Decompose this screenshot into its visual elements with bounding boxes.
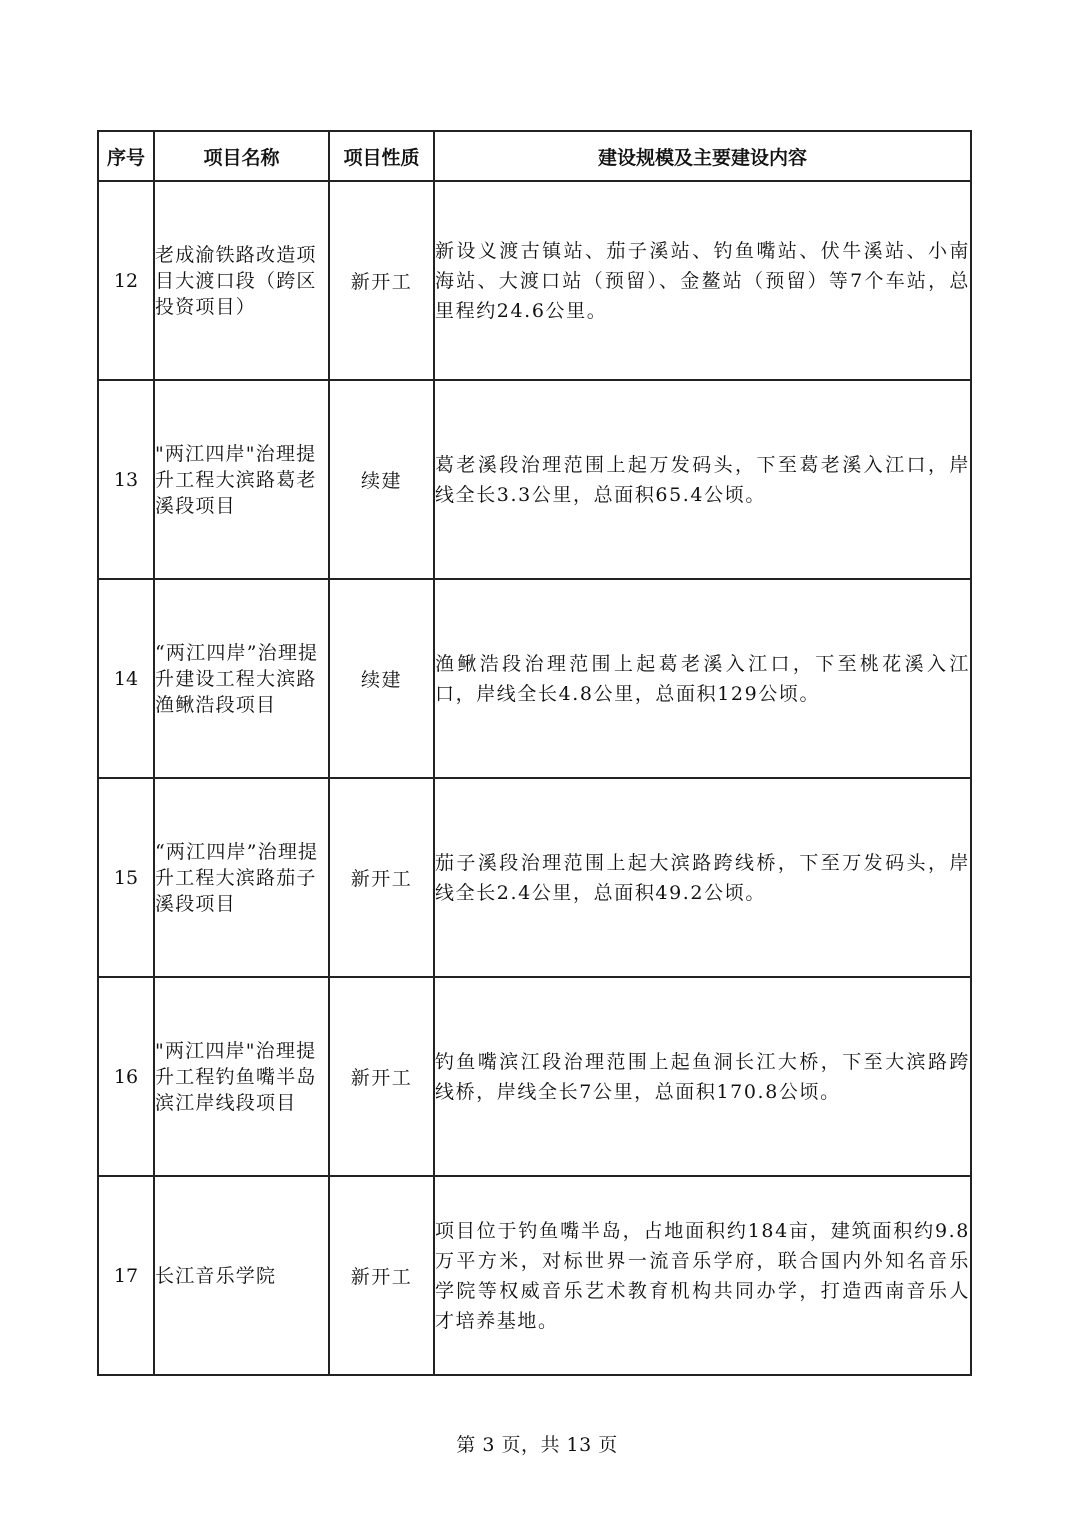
- table-row: [98, 579, 971, 778]
- row-no: 13: [98, 380, 154, 579]
- table-header-row: [98, 131, 971, 181]
- table-row: [98, 380, 971, 579]
- table-row: [98, 977, 971, 1176]
- row-name: “两江四岸”治理提升工程大滨路茄子溪段项目: [154, 778, 329, 977]
- row-nature: 续建: [329, 380, 434, 579]
- header-name: 项目名称: [154, 131, 329, 181]
- row-name: 老成渝铁路改造项目大渡口段（跨区投资项目）: [154, 181, 329, 380]
- row-content: 项目位于钓鱼嘴半岛，占地面积约184亩，建筑面积约9.8万平方米，对标世界一流音乐学府，联合国内外知名音乐学院等权威音乐艺术教育机构共同办学，打造西南音乐人才培养基地。: [434, 1176, 971, 1375]
- table-row: [98, 181, 971, 380]
- row-content: 钓鱼嘴滨江段治理范围上起鱼洞长江大桥，下至大滨路跨线桥，岸线全长7公里，总面积170.8公顷。: [434, 977, 971, 1176]
- project-table: [97, 130, 972, 1376]
- table-row: [98, 1176, 971, 1375]
- row-no: 12: [98, 181, 154, 380]
- row-no: 17: [98, 1176, 154, 1375]
- row-nature: 新开工: [329, 977, 434, 1176]
- header-no: 序号: [98, 131, 154, 181]
- row-name: 长江音乐学院: [154, 1176, 329, 1375]
- row-nature: 新开工: [329, 181, 434, 380]
- row-content: 渔鳅浩段治理范围上起葛老溪入江口，下至桃花溪入江口，岸线全长4.8公里，总面积129公顷。: [434, 579, 971, 778]
- row-no: 16: [98, 977, 154, 1176]
- page-footer: 第 3 页，共 13 页: [456, 1434, 618, 1456]
- row-name: "两江四岸"治理提升工程钓鱼嘴半岛滨江岸线段项目: [154, 977, 329, 1176]
- row-nature: 续建: [329, 579, 434, 778]
- header-nature: 项目性质: [329, 131, 434, 181]
- table-row: [98, 778, 971, 977]
- row-content: 葛老溪段治理范围上起万发码头，下至葛老溪入江口，岸线全长3.3公里，总面积65.4公顷。: [434, 380, 971, 579]
- row-nature: 新开工: [329, 1176, 434, 1375]
- row-content: 茄子溪段治理范围上起大滨路跨线桥，下至万发码头，岸线全长2.4公里，总面积49.2公顷。: [434, 778, 971, 977]
- row-content: 新设义渡古镇站、茄子溪站、钓鱼嘴站、伏牛溪站、小南海站、大渡口站（预留）、金鳌站（预留）等7个车站，总里程约24.6公里。: [434, 181, 971, 380]
- row-no: 14: [98, 579, 154, 778]
- header-content: 建设规模及主要建设内容: [434, 131, 971, 181]
- row-name: “两江四岸”治理提升建设工程大滨路渔鳅浩段项目: [154, 579, 329, 778]
- row-no: 15: [98, 778, 154, 977]
- row-nature: 新开工: [329, 778, 434, 977]
- row-name: "两江四岸"治理提升工程大滨路葛老溪段项目: [154, 380, 329, 579]
